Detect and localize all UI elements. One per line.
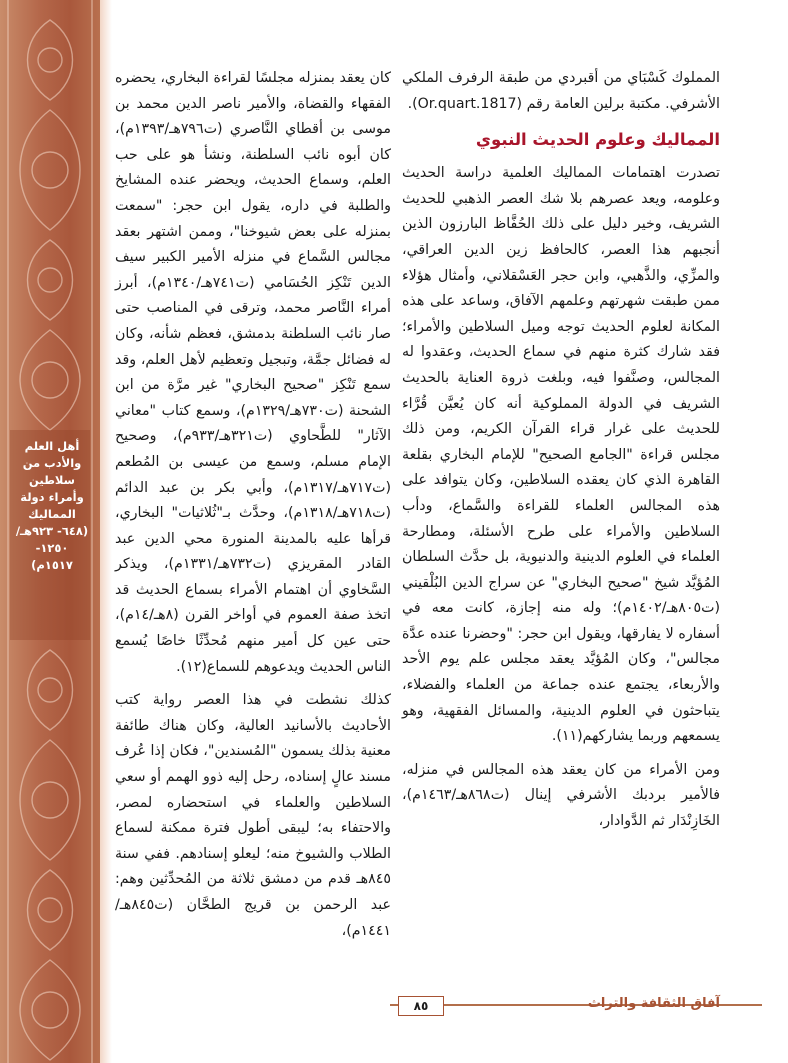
section-heading: المماليك وعلوم الحديث النبوي (475, 130, 720, 150)
paragraph: تصدرت اهتمامات المماليك العلمية دراسة الحديث وعلومه، ويعد عصرهم بلا شك العصر الذهبي للحديث الشريف، وخير دليل على ذلك الحُفَّاظ البارزون الذين أنجبهم هذا العصر، كالحافظ زين الدين العراقي، والمزِّي، والذَّهبي، وابن حجر العَسْقلاني، وأمثال هؤلاء ممن طبقت شهرتهم وعلمهم الآفاق، وساعد على هذه المكانة لعلوم الحديث توجه وميل السلاطين والأمراء؛ فقد شارك كثرة منهم في سماع الحديث، وعقدوا له المجالس، وصنَّفوا فيه، وبلغت ذروة العناية بالحديث الشريف في الدولة المملوكية أنه كان يُعيَّن قُرَّاء للحديث على غرار قراء القرآن الكريم، ومن ذلك مجلس قراءة "الجامع الصحيح" للإمام البخاري بقلعة القاهرة الذي كان يعقده السلاطين، وكان يتوافد على هذه المجالس العلماء للقراءة والسَّماع، ودأب السلاطين والأمراء على طرح الأسئلة، ومطارحة العلماء في العلوم الدينية والدنيوية، بل حدَّث السلطان المُؤيَّد شيخ "صحيح البخاري" عن سراج الدين البُلْقيني (ت٨٠٥هـ/١٤٠٢م)؛ وله منه إجازة، كانت معه في أسفاره لا يفارقها، ويقول ابن حجر: "وحضرنا عنده عدَّة مجالس"، وكان المُؤيَّد يعقد مجلس علم يوم الأحد والأربعاء، يجتمع عنده جماعة من العلماء والفضلاء، يتباحثون في العلوم الدينية، والمسائل الفقهية، وهو يسمعهم وربما يشاركهم(١١). (402, 165, 720, 745)
caption-text: المملوك كَسْبَاي من أقبردي من طبقة الرفرف الملكي الأشرفي. مكتبة برلين العامة رقم (Or.quart.1817). (402, 70, 720, 112)
band-fade (100, 0, 112, 1063)
side-note: أهل العلم والأدب من سلاطين وأمراء دولة المماليك (٦٤٨- ٩٢٣هـ/ ١٢٥٠- ١٥١٧م) (15, 439, 89, 572)
paragraph: كذلك نشطت في هذا العصر رواية كتب الأحاديث بالأسانيد العالية، وكان هناك طائفة معنية بذلك يسمون "المُسندين"، فكان إذا عُرف مسند عالٍ إسناده، رحل إليه ذوو الهمم أو سعي السلاطين والعلماء في استحضاره لمصر، والاحتفاء به؛ ليبقى أطول فترة ممكنة لسماع الطلاب والشيوخ منه؛ ليعلو إسنادهم. ففي سنة ٨٤٥هـ قدم من دمشق ثلاثة من المُحدِّثين وهم: عبد الرحمن بن قريج الطحَّان (ت٨٤٥هـ/١٤٤١م)، (115, 692, 391, 939)
journal-title: آفاق الثقافة والتراث (587, 996, 720, 1011)
paragraph: ومن الأمراء من كان يعقد هذه المجالس في منزله، فالأمير بردبك الأشرفي إينال (ت٨٦٨هـ/١٤٦٣م)، الخَازِنْدَار ثم الدَّوادار، (402, 761, 720, 830)
left-column (115, 66, 391, 944)
page-number: ٨٥ (398, 996, 444, 1016)
paragraph: كان يعقد بمنزله مجلسًا لقراءة البخاري، يحضره الفقهاء والقضاة، والأمير ناصر الدين محمد بن موسى بن أقطاي النَّاصري (ت٧٩٦هـ/١٣٩٣م)، كان أبوه نائب السلطنة، ونشأ هو على حب العلم، وسماع الحديث، ويحضر عنده المشايخ والطلبة في داره، يقول ابن حجر: "سمعت بمنزله على بعض شيوخنا"، وممن اشتهر بعقد مجالس السَّماع في منزله الأمير الكبير سيف الدين تَنْكِز الحُسَامي (ت٧٤١هـ/١٣٤٠م)، أبرز أمراء النَّاصر محمد، وترقى في المناصب حتى صار نائب السلطنة بدمشق، فعظم شأنه، وكان له فضائل جمَّة، وتبجيل وتعظيم لأهل العلم، وقد سمع تَنْكِز "صحيح البخاري" غير مرَّة من ابن الشحنة (ت٧٣٠هـ/١٣٢٩م)، وسمع كتاب "معاني الآثار" للطَّحاوي (ت٣٢١هـ/٩٣٣م)، وصحيح الإمام مسلم، وسمع من عيسى بن المُطعم (ت٧١٧هـ/١٣١٧م)، وأبي بكر بن عبد الدائم (ت٧١٨هـ/١٣١٨م)، وحدَّث بـ"ثُلاثيات" البخاري، قرأها عليه بالمدينة المنورة محي الدين عبد القادر المقريزي (ت٧٣٢هـ/١٣٣١م)، ويذكر السَّخاوي أن اهتمام الأمراء بسماع الحديث قد اتخذ صفة العموم في أواخر القرن (٨هـ/١٤م)، حتى عين كل أمير منهم مُحدِّثًا خاصًا يُسمع الناس الحديث ويدعوهم للسماع(١٢). (115, 70, 392, 675)
right-column (402, 66, 720, 835)
